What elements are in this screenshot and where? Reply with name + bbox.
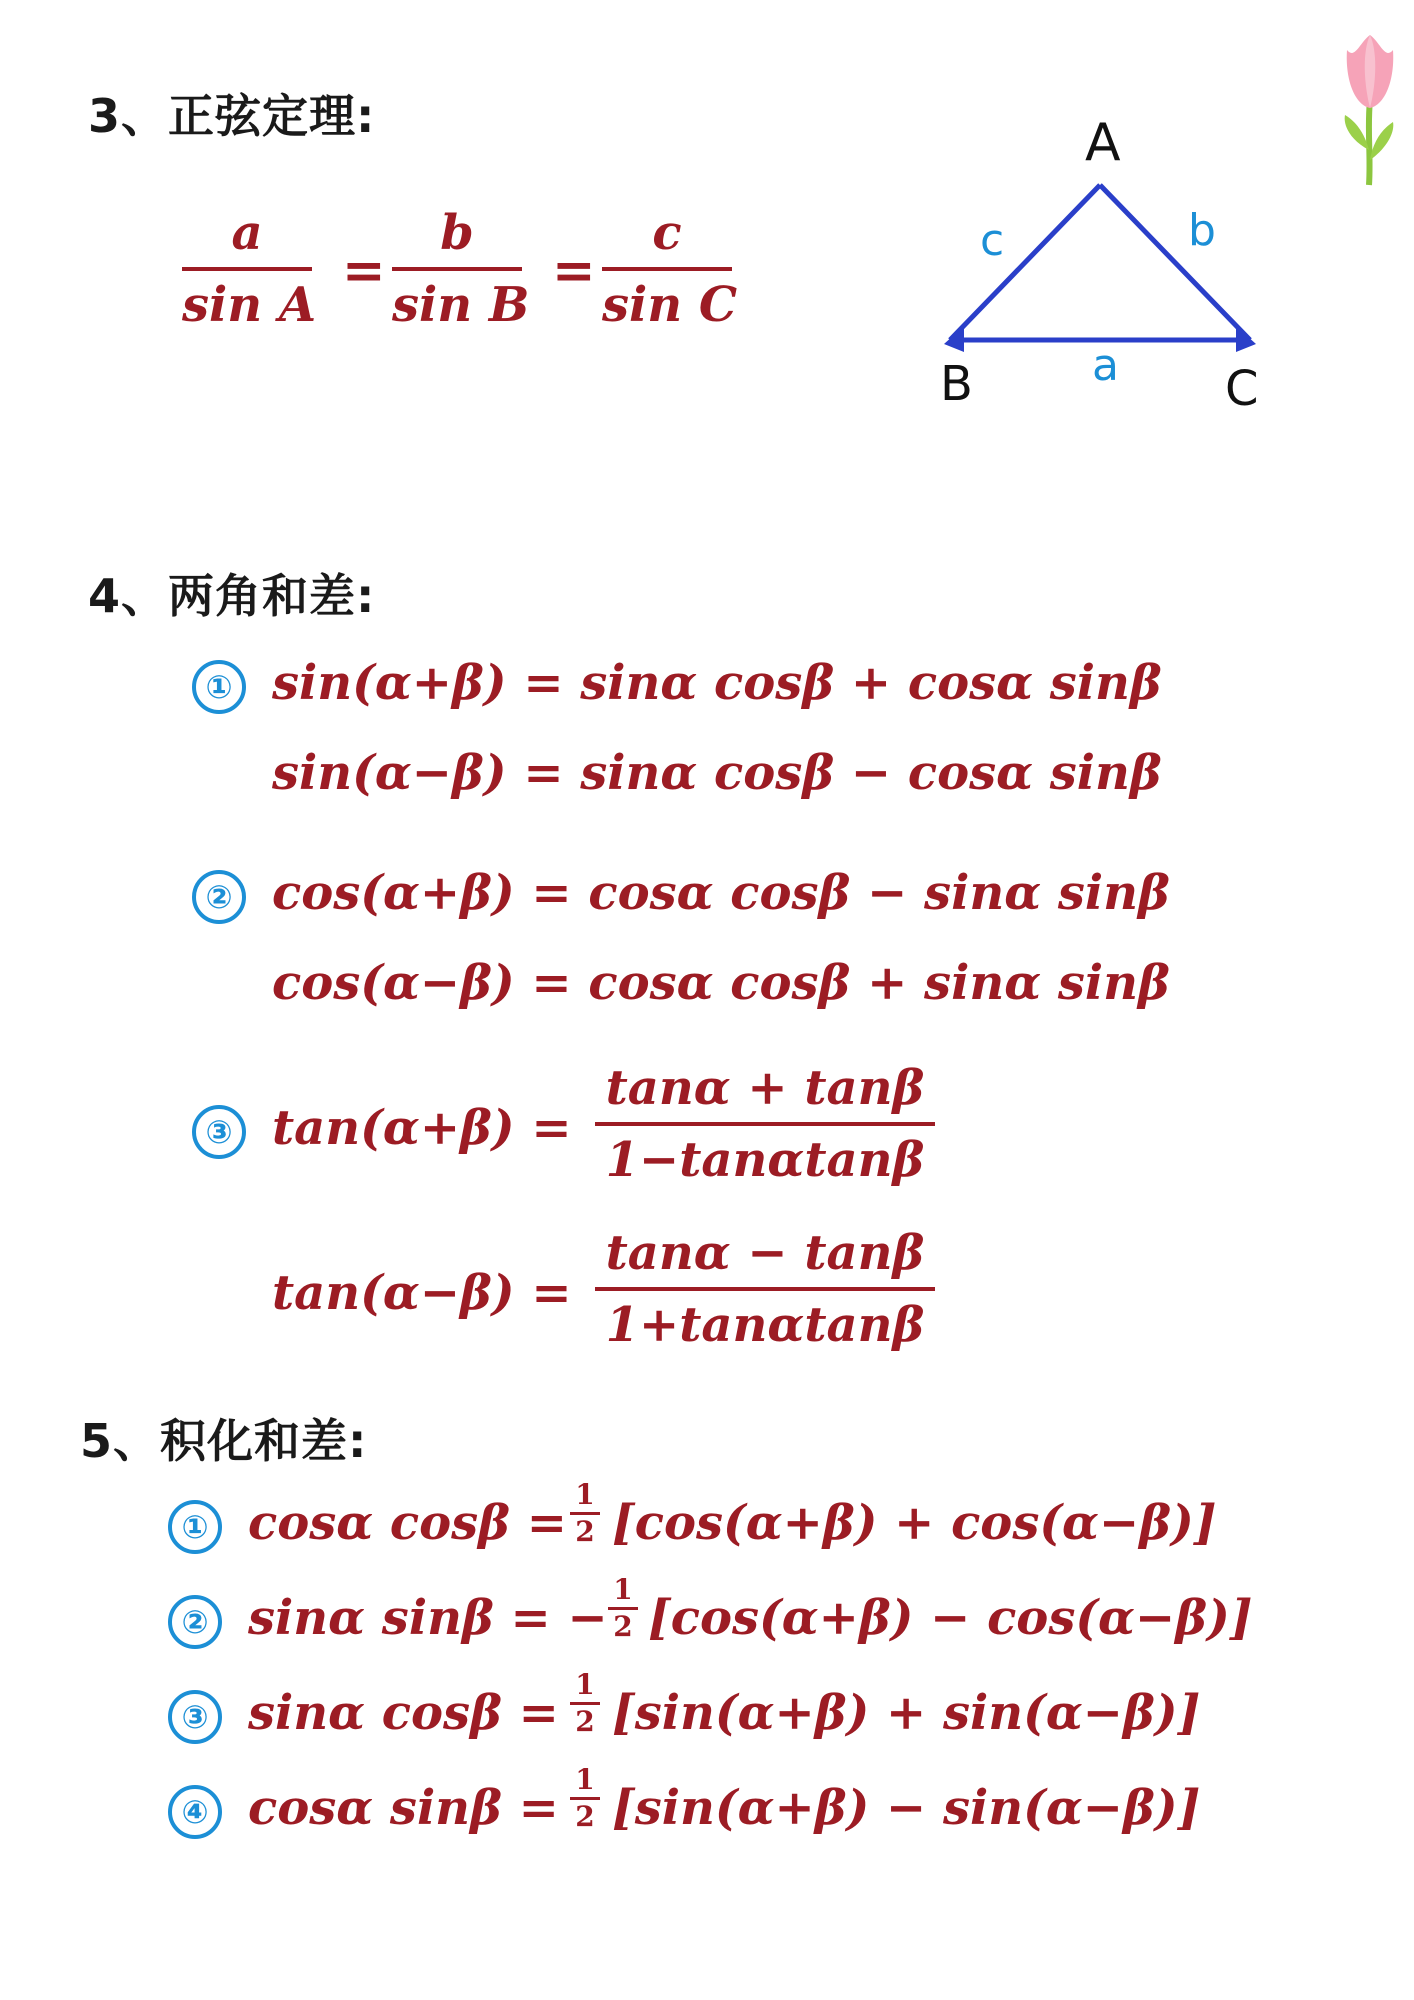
- vertex-c-label: C: [1225, 361, 1259, 417]
- formula-sin-minus: sin(α−β) = sinα cosβ − cosα sinβ: [272, 745, 1162, 801]
- side-c-label: c: [980, 215, 1005, 266]
- fraction-bar: [392, 267, 522, 271]
- formula-cos-minus: cos(α−β) = cosα cosβ + sinα sinβ: [272, 955, 1170, 1011]
- formula-tan-plus-lhs: tan(α+β) =: [272, 1100, 572, 1156]
- ratio-a-denominator: sin A: [182, 277, 317, 333]
- tan-minus-numerator: tanα − tanβ: [605, 1225, 925, 1281]
- marker-4: ④: [168, 1785, 222, 1839]
- equals-sign: =: [342, 240, 386, 301]
- one-half-fraction: [570, 1670, 600, 1737]
- half-numerator: 1: [613, 1573, 633, 1606]
- arrowhead-c: [1236, 326, 1256, 352]
- tan-minus-denominator: 1+tanαtanβ: [605, 1297, 925, 1353]
- half-denominator: 2: [575, 1705, 595, 1738]
- fraction-bar: [595, 1122, 935, 1126]
- tulip-icon: [1335, 30, 1405, 190]
- ratio-c-denominator: sin C: [602, 277, 738, 333]
- vertex-a-label: A: [1085, 113, 1121, 173]
- ratio-b-numerator: b: [440, 205, 474, 261]
- one-half-fraction: [570, 1480, 600, 1547]
- tan-plus-denominator: 1−tanαtanβ: [605, 1132, 925, 1188]
- product-row-1-rhs: [cos(α+β) + cos(α−β)]: [612, 1495, 1217, 1551]
- product-row-2-rhs: [cos(α+β) − cos(α−β)]: [648, 1590, 1253, 1646]
- ratio-a-numerator: a: [231, 205, 263, 261]
- ratio-b-denominator: sin B: [392, 277, 530, 333]
- half-numerator: 1: [575, 1763, 595, 1796]
- edge-ab: [950, 185, 1100, 340]
- vertex-b-label: B: [940, 356, 973, 412]
- formula-cos-plus: cos(α+β) = cosα cosβ − sinα sinβ: [272, 865, 1170, 921]
- marker-3: ③: [192, 1105, 246, 1159]
- one-half-fraction: [608, 1575, 638, 1642]
- product-row-1-lhs: cosα cosβ =: [248, 1495, 567, 1551]
- formula-tan-minus-lhs: tan(α−β) =: [272, 1265, 572, 1321]
- edge-ac: [1100, 185, 1250, 340]
- ratio-b: [392, 205, 530, 333]
- ratio-c-numerator: c: [652, 205, 682, 261]
- product-row-2-lhs: sinα sinβ = −: [248, 1590, 608, 1646]
- formula-sin-plus: sin(α+β) = sinα cosβ + cosα sinβ: [272, 655, 1162, 711]
- ratio-c: [602, 205, 738, 333]
- half-denominator: 2: [575, 1800, 595, 1833]
- half-denominator: 2: [613, 1610, 633, 1643]
- side-b-label: b: [1188, 205, 1216, 256]
- arrowhead-b: [944, 326, 964, 352]
- product-row-3-lhs: sinα cosβ =: [248, 1685, 559, 1741]
- formula-tan-plus-fraction: [595, 1060, 935, 1188]
- fraction-bar: [602, 267, 732, 271]
- tan-plus-numerator: tanα + tanβ: [605, 1060, 925, 1116]
- fraction-bar: [182, 267, 312, 271]
- section-5-heading: 5、积化和差:: [80, 1414, 368, 1468]
- half-numerator: 1: [575, 1478, 595, 1511]
- half-denominator: 2: [575, 1515, 595, 1548]
- section-3-heading: 3、正弦定理:: [88, 89, 376, 143]
- product-row-3-rhs: [sin(α+β) + sin(α−β)]: [612, 1685, 1201, 1741]
- formula-tan-minus-fraction: [595, 1225, 935, 1353]
- marker-3: ③: [168, 1690, 222, 1744]
- ratio-a: [182, 205, 317, 333]
- half-numerator: 1: [575, 1668, 595, 1701]
- marker-1: ①: [168, 1500, 222, 1554]
- one-half-fraction: [570, 1765, 600, 1832]
- marker-1: ①: [192, 660, 246, 714]
- equals-sign: =: [552, 240, 596, 301]
- side-a-label: a: [1092, 340, 1119, 391]
- section-4-heading: 4、两角和差:: [88, 569, 376, 623]
- triangle-diagram: [920, 100, 1280, 420]
- product-row-4-rhs: [sin(α+β) − sin(α−β)]: [612, 1780, 1201, 1836]
- product-row-4-lhs: cosα sinβ =: [248, 1780, 559, 1836]
- marker-2: ②: [192, 870, 246, 924]
- fraction-bar: [595, 1287, 935, 1291]
- marker-2: ②: [168, 1595, 222, 1649]
